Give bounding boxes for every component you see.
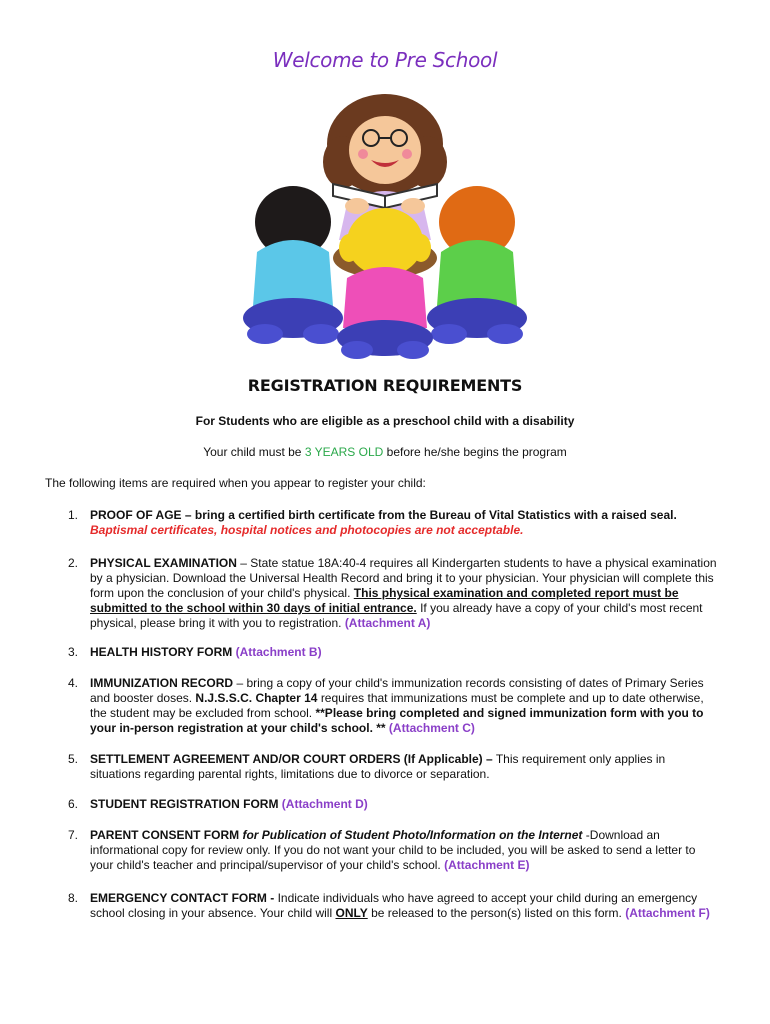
requirement-item (68, 891, 718, 921)
item-text-2: requires that immunizations must be complete and up to date otherwise, the student may be excluded from school. (90, 691, 704, 720)
attachment-label: (Attachment A) (344, 616, 431, 630)
item-title: SETTLEMENT AGREEMENT AND/OR COURT ORDERS (If Applicable) – (90, 752, 493, 766)
welcome-heading: Welcome to Pre School (272, 48, 498, 72)
item-number: 3. (68, 645, 79, 659)
item-text-2: If you already have a copy of your child's most recent physical, please bring it with you to registration. (90, 601, 703, 630)
item-underlined: ONLY (335, 906, 368, 920)
item-text: – State statue 18A:40-4 requires all Kindergarten students to have a physical examination by a physician. Download the Universal Health Record and bring it to your physician. Your physician will complete this form upon the conclusion of your child's physical. (90, 556, 717, 600)
item-text: – bring a copy of your child's immunization records consisting of dates of Primary Series and booster doses. (90, 676, 704, 705)
requirement-item (68, 828, 718, 873)
item-bold-note: **Please bring completed and signed immunization form with you to your in-person registration at your child's school. ** (90, 706, 704, 735)
age-highlight: 3 YEARS OLD (304, 445, 384, 459)
item-number: 6. (68, 797, 79, 811)
item-number: 5. (68, 752, 79, 766)
item-text-2: be released to the person(s) listed on this form. (371, 906, 622, 920)
age-prefix: Your child must be (203, 445, 302, 459)
item-title: HEALTH HISTORY FORM (90, 645, 233, 659)
item-bold-inline: N.J.S.S.C. Chapter 14 (195, 691, 318, 705)
attachment-label: (Attachment C) (388, 721, 475, 735)
item-text: Indicate individuals who have agreed to accept your child during an emergency school closing in your absence. Your child will (90, 891, 698, 920)
requirement-item (68, 645, 718, 660)
item-number: 1. (68, 508, 79, 522)
item-number: 4. (68, 676, 79, 690)
attachment-label: (Attachment D) (281, 797, 368, 811)
attachment-label: (Attachment B) (235, 645, 322, 659)
item-underlined: This physical examination and completed report must be submitted to the school within 30 days of initial entrance. (90, 586, 679, 615)
item-warning: Baptismal certificates, hospital notices and photocopies are not acceptable. (90, 523, 524, 537)
registration-requirements-title: REGISTRATION REQUIREMENTS (247, 376, 523, 395)
item-number: 8. (68, 891, 79, 905)
age-requirement (0, 445, 770, 459)
item-title: STUDENT REGISTRATION FORM (90, 797, 279, 811)
intro-text: The following items are required when you appear to register your child: (45, 476, 426, 490)
item-title: PHYSICAL EXAMINATION (90, 556, 237, 570)
item-number: 7. (68, 828, 79, 842)
requirement-item (68, 508, 718, 538)
teacher-reading-to-children-illustration (235, 92, 535, 360)
item-title: IMMUNIZATION RECORD (90, 676, 234, 690)
requirement-item (68, 676, 718, 736)
item-text: -Download an informational copy for review only. If you do not want your child to be included, you will be asked to send a letter to your child's teacher and principal/supervisor of your child's school. (90, 828, 696, 872)
requirement-item (68, 752, 718, 782)
requirement-item (68, 797, 718, 812)
item-number: 2. (68, 556, 79, 570)
item-title: PROOF OF AGE – bring a certified birth certificate from the Bureau of Vital Statistics with a raised seal. (90, 508, 677, 522)
eligibility-subtitle: For Students who are eligible as a preschool child with a disability (195, 414, 575, 428)
attachment-label: (Attachment F) (625, 906, 710, 920)
requirement-item (68, 556, 718, 631)
item-italic-title: for Publication of Student Photo/Information on the Internet (242, 828, 583, 842)
age-suffix: before he/she begins the program (386, 445, 567, 459)
item-title: EMERGENCY CONTACT FORM - (90, 891, 275, 905)
item-text: This requirement only applies in situations regarding parental rights, limitations due to divorce or separation. (90, 752, 666, 781)
item-title: PARENT CONSENT FORM (90, 828, 240, 842)
attachment-label: (Attachment E) (444, 858, 530, 872)
